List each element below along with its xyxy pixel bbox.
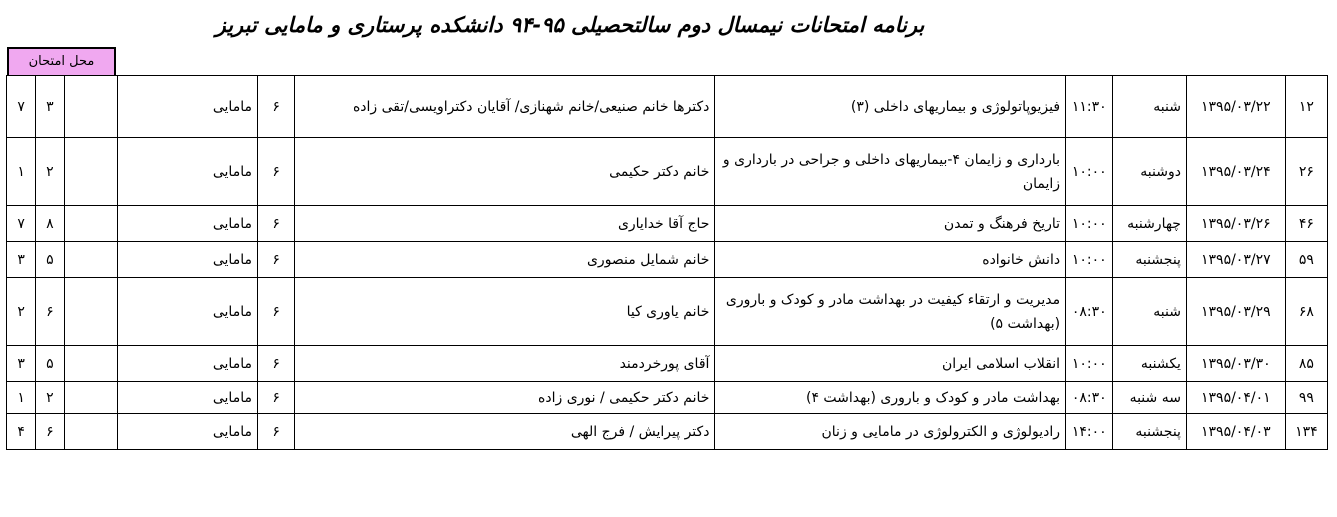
location-b-cell: ۲ bbox=[7, 278, 36, 346]
course-code-cell: ۴۶ bbox=[1285, 206, 1327, 242]
course-code-cell: ۸۵ bbox=[1285, 346, 1327, 382]
location-b-cell: ۳ bbox=[7, 346, 36, 382]
exam-date-cell: ۱۳۹۵/۰۳/۳۰ bbox=[1186, 346, 1285, 382]
exam-date-cell: ۱۳۹۵/۰۳/۲۷ bbox=[1186, 242, 1285, 278]
course-code-cell: ۱۳۴ bbox=[1285, 414, 1327, 450]
field-cell: مامایی bbox=[117, 382, 257, 414]
table-row bbox=[7, 138, 1328, 206]
course-code-cell: ۹۹ bbox=[1285, 382, 1327, 414]
field-cell: مامایی bbox=[117, 242, 257, 278]
course-name-cell: بارداری و زایمان ۴-بیماریهای داخلی و جراحی در بارداری و زایمان bbox=[715, 138, 1066, 206]
field-cell: مامایی bbox=[117, 76, 257, 138]
course-code-cell: ۶۸ bbox=[1285, 278, 1327, 346]
exam-time-cell: ۱۴:۰۰ bbox=[1066, 414, 1113, 450]
room-cell bbox=[64, 382, 117, 414]
teacher-cell: دکترها خانم صنیعی/خانم شهنازی/ آقایان دکتراویسی/تقی زاده bbox=[295, 76, 715, 138]
field-cell: مامایی bbox=[117, 206, 257, 242]
exam-day-cell: یکشنبه bbox=[1113, 346, 1187, 382]
room-cell bbox=[64, 206, 117, 242]
table-row bbox=[7, 206, 1328, 242]
exam-day-cell: پنجشنبه bbox=[1113, 242, 1187, 278]
exam-time-cell: ۱۰:۰۰ bbox=[1066, 242, 1113, 278]
teacher-cell: حاج آقا خدایاری bbox=[295, 206, 715, 242]
location-b-cell: ۳ bbox=[7, 242, 36, 278]
course-name-cell: دانش خانواده bbox=[715, 242, 1066, 278]
teacher-cell: خانم یاوری کیا bbox=[295, 278, 715, 346]
field-cell: مامایی bbox=[117, 278, 257, 346]
table-row bbox=[7, 278, 1328, 346]
exam-time-cell: ۱۰:۰۰ bbox=[1066, 206, 1113, 242]
table-row bbox=[7, 242, 1328, 278]
course-name-cell: تاریخ فرهنگ و تمدن bbox=[715, 206, 1066, 242]
location-a-cell: ۳ bbox=[36, 76, 64, 138]
location-a-cell: ۲ bbox=[36, 138, 64, 206]
course-name-cell: فیزیوپاتولوژی و بیماریهای داخلی (۳) bbox=[715, 76, 1066, 138]
exam-date-cell: ۱۳۹۵/۰۳/۲۶ bbox=[1186, 206, 1285, 242]
room-cell bbox=[64, 138, 117, 206]
exam-time-cell: ۱۰:۰۰ bbox=[1066, 138, 1113, 206]
location-b-cell: ۱ bbox=[7, 138, 36, 206]
table-row bbox=[7, 414, 1328, 450]
term-cell: ۶ bbox=[257, 346, 294, 382]
location-b-cell: ۷ bbox=[7, 76, 36, 138]
course-code-cell: ۱۲ bbox=[1285, 76, 1327, 138]
table-row bbox=[7, 76, 1328, 138]
course-name-cell: بهداشت مادر و کودک و باروری (بهداشت ۴) bbox=[715, 382, 1066, 414]
term-cell: ۶ bbox=[257, 242, 294, 278]
location-a-cell: ۸ bbox=[36, 206, 64, 242]
exam-day-cell: شنبه bbox=[1113, 76, 1187, 138]
location-a-cell: ۲ bbox=[36, 382, 64, 414]
room-cell bbox=[64, 346, 117, 382]
course-name-cell: مدیریت و ارتقاء کیفیت در بهداشت مادر و کودک و باروری (بهداشت ۵) bbox=[715, 278, 1066, 346]
teacher-cell: خانم دکتر حکیمی bbox=[295, 138, 715, 206]
course-code-cell: ۲۶ bbox=[1285, 138, 1327, 206]
teacher-cell: دکتر پیرایش / فرج الهی bbox=[295, 414, 715, 450]
exam-day-cell: شنبه bbox=[1113, 278, 1187, 346]
room-cell bbox=[64, 414, 117, 450]
exam-time-cell: ۱۰:۰۰ bbox=[1066, 346, 1113, 382]
teacher-cell: خانم شمایل منصوری bbox=[295, 242, 715, 278]
term-cell: ۶ bbox=[257, 278, 294, 346]
room-cell bbox=[64, 76, 117, 138]
room-cell bbox=[64, 242, 117, 278]
exam-date-cell: ۱۳۹۵/۰۳/۲۲ bbox=[1186, 76, 1285, 138]
exam-time-cell: ۱۱:۳۰ bbox=[1066, 76, 1113, 138]
exam-location-header: محل امتحان bbox=[7, 47, 116, 75]
exam-time-cell: ۰۸:۳۰ bbox=[1066, 382, 1113, 414]
term-cell: ۶ bbox=[257, 382, 294, 414]
teacher-cell: آقای پورخردمند bbox=[295, 346, 715, 382]
exam-schedule-table bbox=[6, 75, 1328, 450]
exam-day-cell: پنجشنبه bbox=[1113, 414, 1187, 450]
location-a-cell: ۶ bbox=[36, 414, 64, 450]
term-cell: ۶ bbox=[257, 414, 294, 450]
page-title: برنامه امتحانات نیمسال دوم سالتحصیلی ۹۵-۹۴ دانشکده پرستاری و مامایی تبریز bbox=[215, 13, 925, 37]
exam-day-cell: دوشنبه bbox=[1113, 138, 1187, 206]
exam-date-cell: ۱۳۹۵/۰۴/۰۳ bbox=[1186, 414, 1285, 450]
term-cell: ۶ bbox=[257, 206, 294, 242]
location-a-cell: ۶ bbox=[36, 278, 64, 346]
room-cell bbox=[64, 278, 117, 346]
exam-day-cell: سه شنبه bbox=[1113, 382, 1187, 414]
teacher-cell: خانم دکتر حکیمی / نوری زاده bbox=[295, 382, 715, 414]
exam-date-cell: ۱۳۹۵/۰۳/۲۹ bbox=[1186, 278, 1285, 346]
term-cell: ۶ bbox=[257, 138, 294, 206]
location-b-cell: ۱ bbox=[7, 382, 36, 414]
table-row bbox=[7, 382, 1328, 414]
course-code-cell: ۵۹ bbox=[1285, 242, 1327, 278]
location-b-cell: ۴ bbox=[7, 414, 36, 450]
exam-date-cell: ۱۳۹۵/۰۴/۰۱ bbox=[1186, 382, 1285, 414]
term-cell: ۶ bbox=[257, 76, 294, 138]
field-cell: مامایی bbox=[117, 138, 257, 206]
table-row bbox=[7, 346, 1328, 382]
location-a-cell: ۵ bbox=[36, 242, 64, 278]
course-name-cell: رادیولوژی و الکترولوژی در مامایی و زنان bbox=[715, 414, 1066, 450]
exam-date-cell: ۱۳۹۵/۰۳/۲۴ bbox=[1186, 138, 1285, 206]
exam-time-cell: ۰۸:۳۰ bbox=[1066, 278, 1113, 346]
location-b-cell: ۷ bbox=[7, 206, 36, 242]
course-name-cell: انقلاب اسلامی ایران bbox=[715, 346, 1066, 382]
field-cell: مامایی bbox=[117, 414, 257, 450]
field-cell: مامایی bbox=[117, 346, 257, 382]
exam-day-cell: چهارشنبه bbox=[1113, 206, 1187, 242]
location-a-cell: ۵ bbox=[36, 346, 64, 382]
